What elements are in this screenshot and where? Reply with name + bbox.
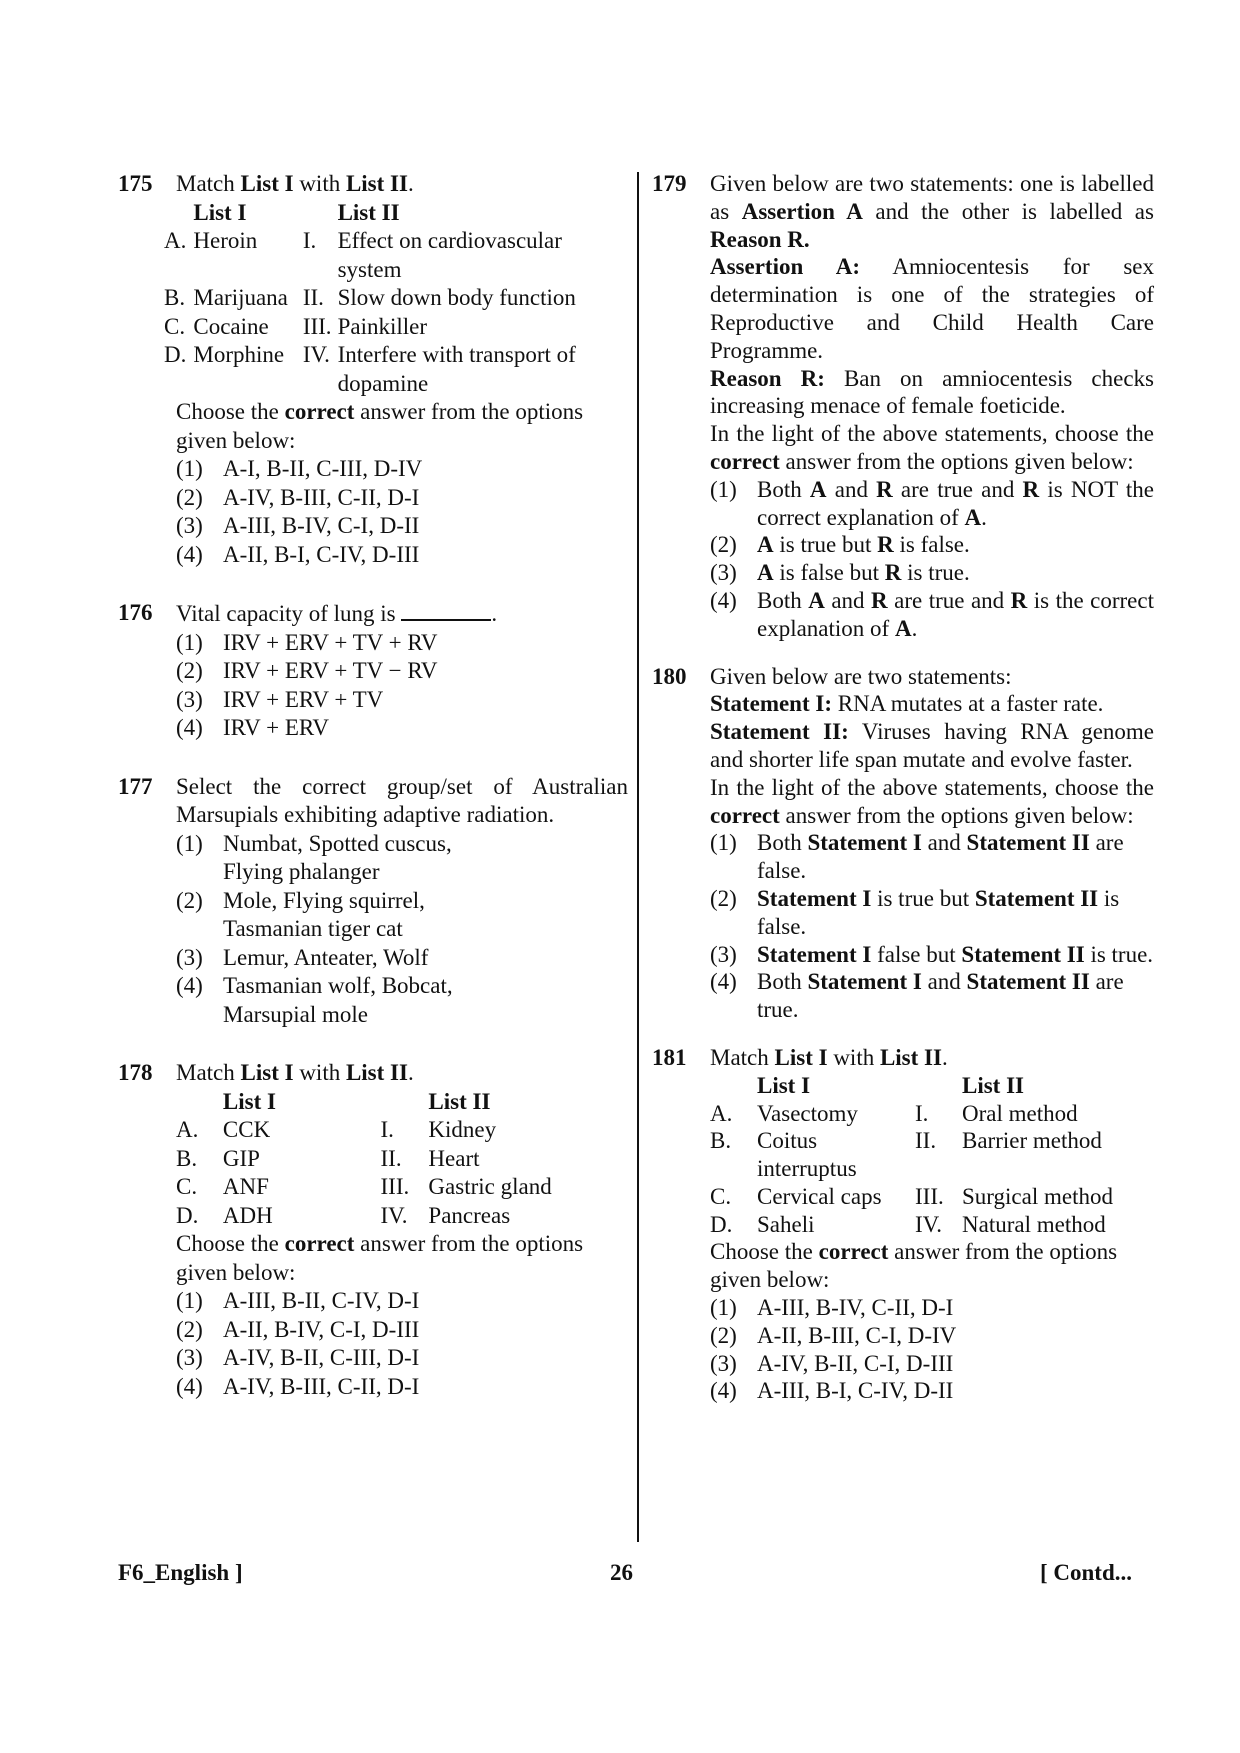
option-3[interactable]: [176, 1344, 628, 1373]
match-row: [164, 341, 628, 398]
intro-text: Match: [176, 1060, 241, 1085]
option-bold: Statement I: [807, 969, 922, 995]
option-3[interactable]: [176, 686, 628, 715]
option-text: [757, 587, 1154, 643]
option-number: (1): [710, 476, 737, 502]
row-roman: IV.: [380, 1202, 408, 1228]
option-text: IRV + ERV + TV − RV: [223, 658, 438, 683]
option-bold: Statement II: [961, 941, 1085, 967]
option-text: A-I, B-II, C-III, D-IV: [223, 456, 423, 481]
option-bold: R: [1010, 587, 1028, 613]
option-part: and: [826, 476, 877, 502]
row-letter: B.: [176, 1145, 198, 1171]
option-bold: Statement II: [966, 830, 1090, 856]
option-number: (3): [176, 513, 203, 538]
question-number: 177: [118, 773, 153, 799]
option-text: IRV + ERV + TV + RV: [223, 629, 438, 655]
choose-text: answer from the options given below:: [779, 802, 1134, 828]
option-3[interactable]: [710, 559, 1154, 587]
option-bold: Statement II: [974, 885, 1099, 911]
row-letter: C.: [710, 1183, 732, 1209]
option-text: IRV + ERV: [223, 715, 329, 740]
option-2[interactable]: [176, 1316, 628, 1345]
choose-instruction: [710, 774, 1154, 830]
option-text: A-II, B-III, C-I, D-IV: [757, 1322, 957, 1348]
column-divider: [637, 172, 639, 1542]
intro-bold: List II: [879, 1044, 942, 1070]
option-number: (2): [710, 1322, 737, 1348]
question-number: 181: [652, 1044, 687, 1070]
choose-text: answer from the options given below:: [779, 448, 1134, 474]
row-match: Kidney: [428, 1117, 497, 1142]
option-part: .: [911, 615, 918, 641]
row-letter: D.: [164, 342, 187, 367]
option-text: IRV + ERV + TV: [223, 686, 384, 712]
assertion-text: Amniocentesis for sex determination is one of the strategies of Reproductive and Child Health Care Programme.: [710, 254, 1154, 363]
option-part: Both: [757, 587, 809, 613]
statement-ii: [710, 718, 1154, 774]
option-2[interactable]: [176, 484, 628, 513]
question-text: [176, 599, 628, 629]
question-176: [118, 599, 628, 743]
option-number: (3): [710, 560, 737, 586]
choose-text: Choose the: [176, 1231, 285, 1256]
right-column: [652, 170, 1154, 1405]
choose-text: answer from the options given below:: [176, 1231, 584, 1285]
question-number: 178: [118, 1060, 153, 1085]
choose-instruction: [652, 1238, 1154, 1294]
option-text: Tasmanian wolf, Bobcat, Marsupial mole: [223, 973, 453, 1027]
page-number: 26: [610, 1560, 633, 1585]
question-intro: [710, 170, 1154, 253]
row-roman: III.: [302, 313, 332, 339]
match-row: [176, 1116, 628, 1145]
match-row: [710, 1183, 1152, 1211]
intro-bold: List I: [240, 1060, 294, 1085]
row-item: Saheli: [757, 1211, 815, 1237]
option-4[interactable]: [710, 968, 1154, 1024]
question-intro: [710, 1044, 1154, 1072]
option-text: Lemur, Anteater, Wolf: [223, 944, 429, 970]
option-part: Both: [757, 830, 808, 856]
reason-text: Ban on amniocentesis checks increasing menace of female foeticide.: [710, 365, 1154, 419]
option-text: A-III, B-IV, C-II, D-I: [757, 1295, 954, 1321]
option-bold: A: [808, 587, 825, 613]
option-number: (4): [710, 587, 737, 613]
option-1[interactable]: [176, 629, 628, 658]
option-part: Both: [757, 969, 808, 995]
option-2[interactable]: [710, 1322, 1154, 1350]
option-number: (4): [176, 973, 203, 998]
row-letter: D.: [176, 1202, 199, 1228]
row-match: Oral method: [962, 1100, 1078, 1126]
option-bold: A: [964, 504, 982, 530]
list-i-header: List I: [193, 199, 247, 225]
row-item: ANF: [222, 1174, 269, 1199]
option-part: is false but: [773, 560, 885, 586]
option-part: is true.: [1084, 941, 1154, 967]
intro-bold: List I: [774, 1044, 828, 1070]
option-text: [757, 531, 1154, 559]
match-row: [710, 1100, 1152, 1128]
row-item: Marijuana: [193, 285, 288, 310]
option-part: is false.: [893, 532, 970, 558]
option-text: Mole, Flying squirrel, Tasmanian tiger cat: [223, 887, 425, 941]
intro-text: with: [293, 1060, 346, 1085]
row-roman: II.: [302, 285, 324, 310]
option-text: A-IV, B-III, C-II, D-I: [223, 484, 420, 510]
option-part: .: [981, 504, 987, 530]
question-stem: Vital capacity of lung is: [176, 601, 396, 626]
option-part: are false.: [757, 830, 1124, 884]
intro-text: .: [941, 1044, 948, 1070]
intro-text: and the other is labelled as: [862, 198, 1154, 224]
row-letter: C.: [176, 1174, 198, 1199]
assertion-label: Assertion A:: [710, 254, 860, 280]
row-match: Slow down body function: [337, 285, 576, 310]
row-roman: I.: [915, 1100, 929, 1126]
row-roman: III.: [915, 1183, 944, 1209]
question-178: [118, 1059, 628, 1401]
question-intro: Given below are two statements:: [710, 663, 1012, 689]
statement-label: Statement I:: [710, 691, 832, 717]
row-roman: II.: [380, 1145, 402, 1171]
option-number: (2): [176, 887, 203, 913]
option-4[interactable]: [176, 541, 628, 570]
option-text: A-III, B-IV, C-I, D-II: [223, 513, 420, 538]
reason-label: Reason R:: [710, 365, 825, 391]
row-letter: A.: [176, 1117, 199, 1142]
option-bold: A: [757, 532, 774, 558]
option-text: A-IV, B-III, C-II, D-I: [223, 1373, 420, 1399]
option-bold: A: [809, 476, 827, 502]
row-match: Pancreas: [428, 1202, 511, 1228]
choose-bold: correct: [710, 448, 780, 474]
fill-blank: [401, 599, 491, 621]
intro-text: with: [293, 171, 346, 196]
option-text: Numbat, Spotted cuscus, Flying phalanger: [223, 830, 452, 884]
option-part: is NOT the correct explanation of: [757, 476, 1154, 530]
option-text: A-II, B-I, C-IV, D-III: [223, 541, 420, 567]
row-letter: A.: [710, 1100, 733, 1126]
option-text: [757, 476, 1154, 532]
option-text: [757, 885, 1154, 941]
statement-label: Statement II:: [710, 719, 849, 745]
question-179: [652, 170, 1154, 643]
intro-text: Match: [710, 1044, 775, 1070]
option-number: (3): [176, 1345, 203, 1370]
row-match: Heart: [428, 1145, 480, 1171]
question-number: 176: [118, 600, 153, 625]
row-item: Vasectomy: [757, 1100, 858, 1126]
row-roman: III.: [380, 1174, 410, 1199]
option-1[interactable]: [710, 1294, 1154, 1322]
option-bold: Statement II: [966, 969, 1090, 995]
match-row: [176, 1145, 628, 1174]
option-bold: R: [876, 476, 893, 502]
row-item: Heroin: [193, 228, 258, 253]
reason: [710, 365, 1154, 421]
option-number: (2): [176, 484, 203, 510]
option-text: [757, 968, 1154, 1024]
choose-text: answer from the options given below:: [710, 1239, 1118, 1293]
option-number: (2): [176, 1316, 203, 1342]
row-roman: I.: [302, 228, 317, 253]
intro-bold: Reason R.: [710, 226, 810, 252]
footer-code: F6_English ]: [118, 1560, 243, 1585]
option-number: (4): [176, 715, 203, 740]
option-bold: R: [877, 532, 894, 558]
option-number: (3): [176, 686, 203, 712]
choose-bold: correct: [284, 399, 355, 424]
option-number: (4): [710, 969, 737, 995]
match-table: [176, 1088, 628, 1231]
match-row: [176, 1173, 628, 1202]
choose-text: answer from the options given below:: [176, 399, 584, 453]
match-row: [164, 227, 628, 284]
intro-bold: List II: [345, 1060, 408, 1085]
option-1[interactable]: [710, 476, 1154, 532]
option-number: (4): [176, 541, 203, 567]
option-part: is true but: [871, 885, 975, 911]
option-part: false but: [871, 941, 962, 967]
row-match: Effect on cardiovascular system: [337, 228, 562, 282]
option-number: (1): [176, 1288, 203, 1313]
row-item: ADH: [222, 1202, 273, 1228]
option-4[interactable]: [176, 972, 628, 1029]
choose-text: Choose the: [176, 399, 285, 424]
choose-text: In the light of the above statements, choose the: [710, 774, 1154, 800]
question-number: 179: [652, 171, 687, 196]
option-3[interactable]: [710, 1350, 1154, 1378]
row-roman: IV.: [302, 342, 330, 367]
intro-text: .: [407, 1060, 414, 1085]
option-bold: R: [871, 587, 888, 613]
row-letter: D.: [710, 1211, 733, 1237]
match-row: [710, 1211, 1152, 1239]
option-part: and: [921, 830, 967, 856]
question-181: [652, 1044, 1154, 1405]
option-text: [757, 829, 1154, 885]
option-number: (1): [176, 456, 203, 481]
option-text: [757, 941, 1154, 969]
option-2[interactable]: [176, 887, 628, 944]
row-letter: B.: [710, 1128, 732, 1154]
option-number: (1): [176, 629, 203, 655]
option-number: (3): [710, 1350, 737, 1376]
intro-text: with: [827, 1044, 880, 1070]
option-number: (3): [710, 941, 737, 967]
option-number: (2): [710, 532, 737, 558]
option-number: (3): [176, 944, 203, 970]
option-number: (2): [176, 658, 203, 683]
match-header: [164, 199, 628, 228]
option-number: (1): [176, 830, 203, 856]
option-2[interactable]: [176, 657, 628, 686]
match-table: [710, 1072, 1152, 1239]
option-text: [757, 559, 1154, 587]
option-bold: Statement I: [757, 941, 872, 967]
footer-contd: [ Contd...: [1040, 1560, 1133, 1585]
option-part: are true and: [887, 587, 1011, 613]
option-text: A-III, B-II, C-IV, D-I: [223, 1288, 420, 1313]
choose-text: Choose the: [710, 1239, 819, 1265]
statement-text: Viruses having RNA genome and shorter life span mutate and evolve faster.: [710, 719, 1155, 772]
row-item: CCK: [222, 1117, 271, 1142]
option-3[interactable]: [176, 944, 628, 973]
choose-bold: correct: [710, 802, 780, 828]
match-row: [176, 1202, 628, 1231]
list-ii-header: List II: [337, 199, 400, 225]
match-header: [176, 1088, 628, 1117]
option-part: is the correct explanation of: [757, 587, 1154, 641]
choose-instruction: [710, 420, 1154, 476]
option-text: A-IV, B-II, C-I, D-III: [757, 1350, 954, 1376]
intro-bold: Assertion A: [741, 198, 863, 224]
option-part: is true.: [901, 560, 970, 586]
option-bold: A: [757, 560, 774, 586]
row-match: Interfere with transport of dopamine: [337, 342, 576, 396]
option-4[interactable]: [176, 714, 628, 743]
intro-text: .: [407, 171, 414, 196]
option-number: (4): [176, 1373, 203, 1399]
choose-text: In the light of the above statements, choose the: [710, 421, 1154, 447]
row-letter: B.: [164, 285, 186, 310]
row-roman: II.: [915, 1128, 937, 1154]
row-match: Painkiller: [337, 313, 427, 339]
option-number: (4): [710, 1378, 737, 1404]
row-letter: C.: [164, 313, 186, 339]
intro-text: Given below are two statements: one is labelled as: [710, 171, 1154, 224]
question-180: [652, 663, 1154, 1024]
list-i-header: List I: [757, 1072, 811, 1098]
option-4[interactable]: [176, 1373, 628, 1402]
intro-text: Match: [176, 171, 241, 196]
intro-bold: List I: [240, 171, 294, 196]
option-bold: R: [1022, 476, 1040, 502]
option-part: are true and: [892, 476, 1023, 502]
option-text: A-II, B-IV, C-I, D-III: [223, 1316, 420, 1342]
match-row: [164, 313, 628, 342]
option-part: are true.: [757, 969, 1124, 1023]
option-1[interactable]: [176, 1287, 628, 1316]
question-175: [118, 170, 628, 569]
option-2[interactable]: [710, 531, 1154, 559]
option-number: (2): [710, 885, 737, 911]
row-letter: A.: [164, 228, 187, 253]
row-roman: IV.: [915, 1211, 943, 1237]
row-item: Cervical caps: [757, 1183, 882, 1209]
option-text: A-III, B-I, C-IV, D-II: [757, 1378, 954, 1404]
row-roman: I.: [380, 1117, 394, 1142]
option-3[interactable]: [710, 941, 1154, 969]
option-part: and: [921, 969, 967, 995]
question-text: Select the correct group/set of Australian Marsupials exhibiting adaptive radiation.: [176, 773, 628, 827]
option-number: (1): [710, 1295, 737, 1321]
option-4[interactable]: [710, 1377, 1154, 1405]
option-1[interactable]: [176, 455, 628, 484]
row-item: Coitus interruptus: [757, 1128, 857, 1182]
option-3[interactable]: [176, 512, 628, 541]
option-1[interactable]: [710, 829, 1154, 885]
option-part: is false.: [757, 885, 1120, 939]
match-row: [710, 1127, 1152, 1183]
option-text: A-IV, B-II, C-III, D-I: [223, 1345, 420, 1370]
option-2[interactable]: [710, 885, 1154, 941]
choose-instruction: [176, 398, 628, 455]
question-intro: [176, 170, 628, 199]
question-intro: [176, 1059, 628, 1088]
row-item: Morphine: [193, 342, 285, 367]
match-row: [164, 284, 628, 313]
match-table: [164, 199, 628, 399]
option-bold: A: [894, 615, 912, 641]
question-177: [118, 773, 628, 1030]
row-match: Natural method: [962, 1211, 1106, 1237]
option-1[interactable]: [176, 830, 628, 887]
left-column: [118, 170, 628, 1401]
option-part: and: [824, 587, 872, 613]
question-number: 180: [652, 663, 687, 689]
assertion: [710, 253, 1154, 364]
row-match: Barrier method: [962, 1128, 1102, 1154]
row-item: GIP: [222, 1145, 260, 1171]
option-bold: Statement I: [807, 830, 922, 856]
statement-text: RNA mutates at a faster rate.: [832, 691, 1104, 717]
row-match: Gastric gland: [428, 1174, 552, 1199]
question-number: 175: [118, 171, 153, 196]
option-number: (1): [710, 830, 737, 856]
list-ii-header: List II: [428, 1088, 491, 1114]
option-bold: R: [884, 560, 902, 586]
choose-bold: correct: [818, 1239, 889, 1265]
option-part: Both: [757, 476, 810, 502]
list-i-header: List I: [222, 1088, 276, 1114]
option-4[interactable]: [710, 587, 1154, 643]
row-item: Cocaine: [193, 313, 269, 339]
row-match: Surgical method: [962, 1183, 1113, 1209]
option-bold: Statement I: [757, 885, 872, 911]
statement-i: [710, 690, 1154, 718]
choose-instruction: [176, 1230, 628, 1287]
list-ii-header: List II: [962, 1072, 1024, 1098]
choose-bold: correct: [284, 1231, 355, 1256]
option-part: is true but: [773, 532, 878, 558]
question-end: .: [491, 601, 498, 626]
match-header: [710, 1072, 1152, 1100]
intro-bold: List II: [345, 171, 408, 196]
